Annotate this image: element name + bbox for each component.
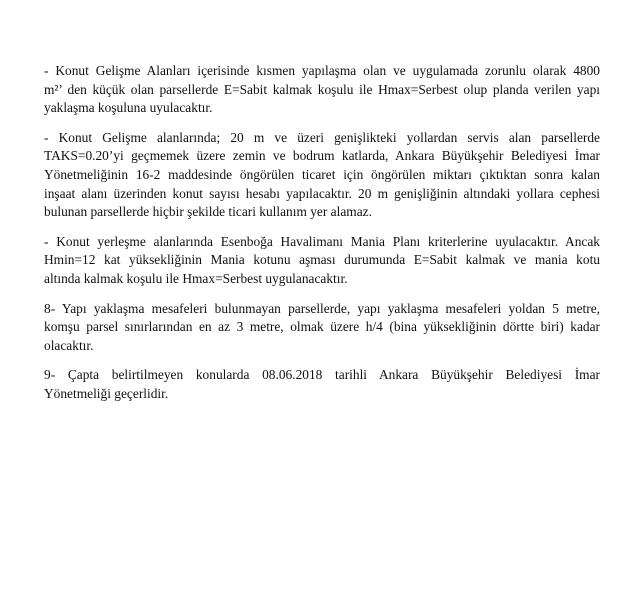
text-line: 9- Çapta belirtilmeyen konularda 08.06.2018 tarihli Ankara Büyükşehir Belediyesi İmar bbox=[44, 367, 600, 383]
text-line: 8- Yapı yaklaşma mesafeleri bulunmayan parsellerde, yapı yaklaşma mesafeleri yoldan 5 metre, bbox=[44, 300, 600, 316]
paragraph-item-9-imar bbox=[44, 366, 600, 403]
document-body bbox=[44, 62, 600, 415]
text-line: - Konut Gelişme alanlarında; 20 m ve üzeri genişlikteki yollardan servis alan parsellerde bbox=[44, 129, 600, 145]
text-line: - Konut yerleşme alanlarında Esenboğa Havalimanı Mania Planı kriterlerine uyulacaktır. Ancak bbox=[44, 233, 600, 249]
text-line: altında kalmak koşulu ile Hmax=Serbest uygulanacaktır. bbox=[44, 270, 348, 286]
paragraph-konut-gelisme-kismen bbox=[44, 62, 600, 118]
text-line: inşaat alanı üzerinden konut sayısı hesabı yapılacaktır. 20 m genişliğinin altındaki yollara cephesi bbox=[44, 185, 600, 201]
paragraph-mania-plani bbox=[44, 233, 600, 289]
paragraph-konut-gelisme-taks bbox=[44, 129, 600, 222]
paragraph-item-8-yaklasma bbox=[44, 300, 600, 356]
text-line: - Konut Gelişme Alanları içerisinde kısmen yapılaşma olan ve uygulamada zorunlu olarak 4800 bbox=[44, 63, 600, 78]
text-line: Yönetmeliğinin 16-2 maddesinde öngörülen ticaret için öngörülen miktarı çıktıktan sonra kalan bbox=[44, 166, 600, 182]
text-line: Hmin=12 kat yüksekliğinin Mania kotunu aşması durumunda E=Sabit kalmak ve mania kotu bbox=[44, 252, 600, 268]
text-line: TAKS=0.20’yi geçmemek üzere zemin ve bodrum katlarda, Ankara Büyükşehir Belediyesi İmar bbox=[44, 148, 600, 164]
text-line: bulunan parsellerde hiçbir şekilde ticari kullanım yer alamaz. bbox=[44, 204, 372, 220]
text-line: komşu parsel sınırlarından en az 3 metre, olmak üzere h/4 (bina yüksekliğinin dörtte biri) kadar bbox=[44, 319, 600, 335]
text-line: m²’ den küçük olan parsellerde E=Sabit kalmak koşulu ile Hmax=Serbest olup planda verilen yapı bbox=[44, 81, 600, 97]
text-line: yaklaşma koşuluna uyulacaktır. bbox=[44, 100, 213, 116]
text-line: olacaktır. bbox=[44, 337, 94, 353]
text-line: Yönetmeliği geçerlidir. bbox=[44, 385, 169, 401]
